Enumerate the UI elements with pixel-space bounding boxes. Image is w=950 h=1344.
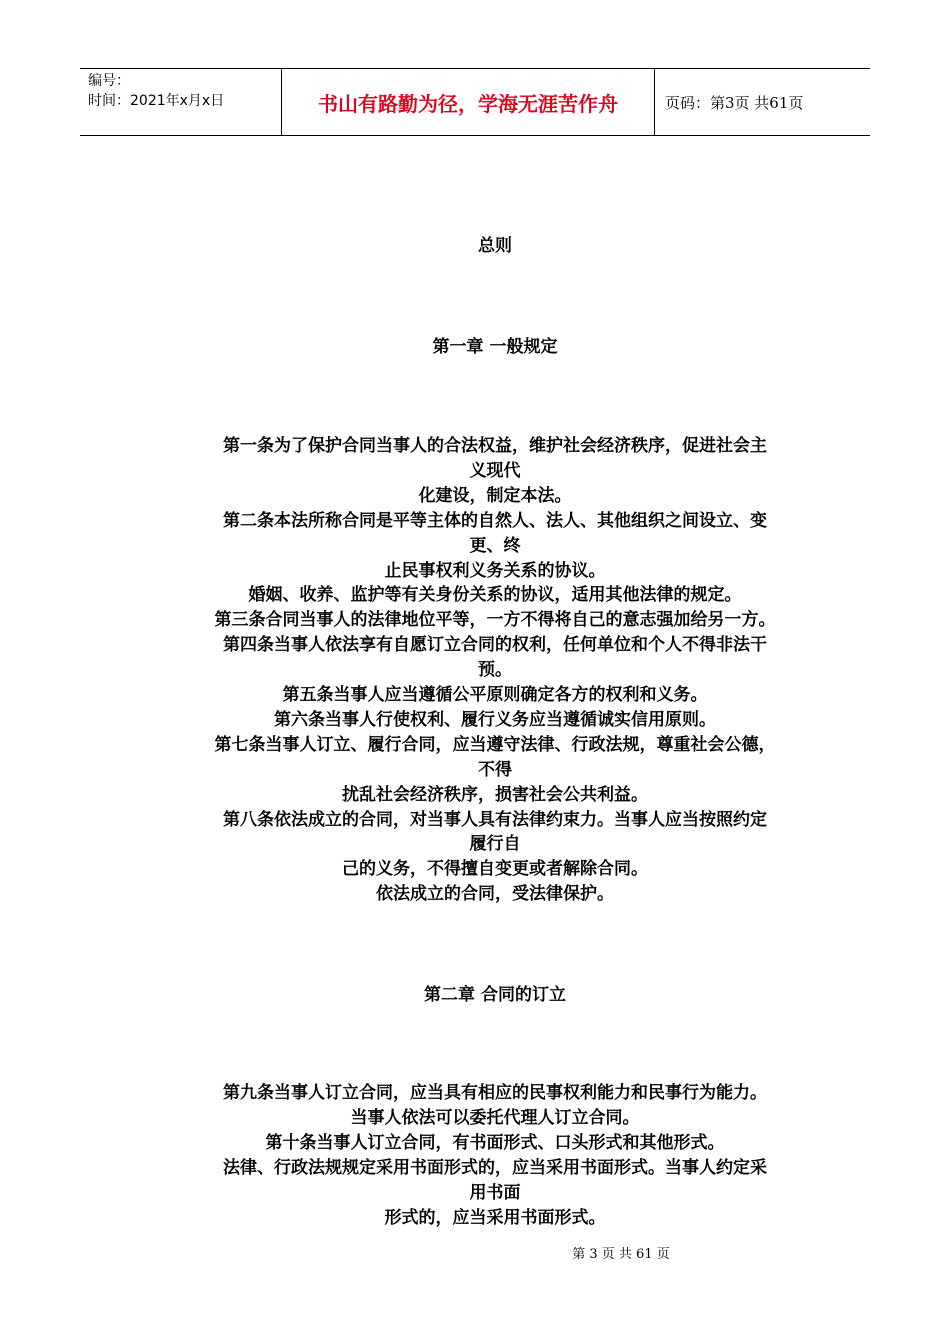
- chapter-1-line: 义现代: [469, 461, 521, 481]
- chapter-2-line: 第十条当事人订立合同，有书面形式、口头形式和其他形式。: [265, 1133, 725, 1153]
- chapter-1-line: 婚姻、收养、监护等有关身份关系的协议，适用其他法律的规定。: [248, 585, 742, 605]
- date-label: 时间：2021年x月x日: [88, 93, 225, 109]
- chapter-1-line: 预。: [478, 660, 512, 680]
- chapter-1-line: 第八条依法成立的合同，对当事人具有法律约束力。当事人应当按照约定: [223, 810, 767, 830]
- chapter-1-line: 第二条本法所称合同是平等主体的自然人、法人、其他组织之间设立、变: [223, 511, 767, 531]
- section-title: 总则: [478, 236, 512, 256]
- chapter-1-line: 不得: [478, 760, 512, 780]
- header-left-cell: [80, 69, 282, 135]
- chapter-1-line: 第七条当事人订立、履行合同，应当遵守法律、行政法规，尊重社会公德，: [214, 735, 776, 755]
- chapter-2-line: 第九条当事人订立合同，应当具有相应的民事权利能力和民事行为能力。: [223, 1083, 767, 1103]
- chapter-1-line: 扰乱社会经济秩序，损害社会公共利益。: [342, 785, 648, 805]
- header-motto: 书山有路勤为径，学海无涯苦作舟: [282, 69, 655, 135]
- serial-label: 编号：: [88, 73, 130, 89]
- header-table: [80, 68, 870, 136]
- chapter-1-line: 第三条合同当事人的法律地位平等，一方不得将自己的意志强加给另一方。: [214, 610, 776, 630]
- chapter-2-title: 第二章 合同的订立: [424, 985, 566, 1005]
- chapter-1-line: 更、终: [469, 536, 521, 556]
- chapter-1-line: 第一条为了保护合同当事人的合法权益，维护社会经济秩序，促进社会主: [223, 436, 767, 456]
- chapter-2-line: 形式的，应当采用书面形式。: [384, 1208, 606, 1228]
- chapter-1-line: 第四条当事人依法享有自愿订立合同的权利，任何单位和个人不得非法干: [223, 635, 767, 655]
- header-page-info: 页码：第3页 共61页: [665, 93, 804, 112]
- chapter-1-line: 履行自: [469, 834, 521, 854]
- chapter-1-title: 第一章 一般规定: [432, 337, 558, 357]
- chapter-2-line: 当事人依法可以委托代理人订立合同。: [350, 1108, 640, 1128]
- chapter-1-line: 依法成立的合同，受法律保护。: [376, 884, 614, 904]
- chapter-1-line: 第六条当事人行使权利、履行义务应当遵循诚实信用原则。: [274, 710, 716, 730]
- chapter-1-line: 第五条当事人应当遵循公平原则确定各方的权利和义务。: [282, 685, 708, 705]
- chapter-2-line: 用书面: [469, 1183, 521, 1203]
- chapter-1-line: 己的义务，不得擅自变更或者解除合同。: [342, 859, 648, 879]
- chapter-1-line: 化建设，制定本法。: [418, 486, 572, 506]
- chapter-1-line: 止民事权利义务关系的协议。: [384, 561, 606, 581]
- page-footer: 第 3 页 共 61 页: [572, 1247, 670, 1262]
- chapter-2-line: 法律、行政法规规定采用书面形式的，应当采用书面形式。当事人约定采: [223, 1158, 767, 1178]
